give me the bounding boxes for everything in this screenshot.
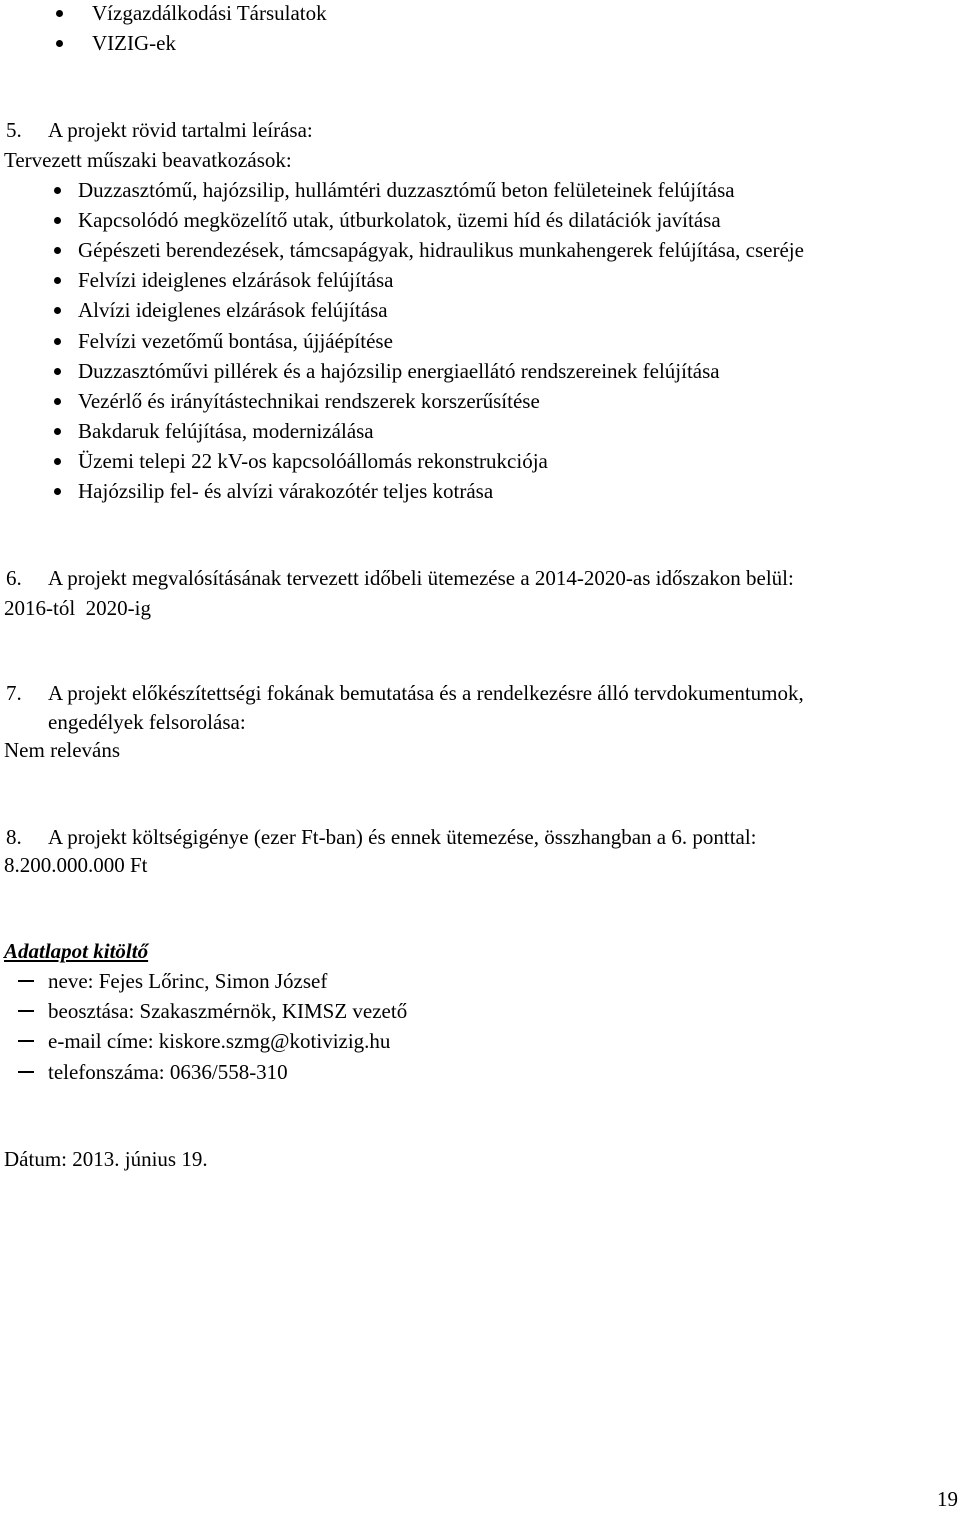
section-title: A projekt költségigénye (ezer Ft-ban) és ennek ütemezése, összhangban a 6. ponttal: xyxy=(48,825,757,849)
list-item-text: Felvízi ideiglenes elzárások felújítása xyxy=(78,268,394,292)
bullet-icon xyxy=(54,458,61,465)
bullet-icon xyxy=(54,187,61,194)
section-number: 5. xyxy=(6,118,22,142)
section-6-answer: 2016-tól 2020-ig xyxy=(4,596,151,620)
list-item-text: Üzemi telepi 22 kV-os kapcsolóállomás rekonstrukciója xyxy=(78,449,548,473)
bullet-icon xyxy=(54,247,61,254)
list-item-text: Duzzasztóművi pillérek és a hajózsilip energiaellátó rendszereinek felújítása xyxy=(78,359,720,383)
list-item-text: Hajózsilip fel- és alvízi várakozótér teljes kotrása xyxy=(78,479,494,503)
list-item-text: Alvízi ideiglenes elzárások felújítása xyxy=(78,298,388,322)
list-item-text: Vízgazdálkodási Társulatok xyxy=(92,1,327,25)
bullet-icon xyxy=(54,488,61,495)
bullet-icon xyxy=(54,368,61,375)
dash-icon xyxy=(18,1040,34,1042)
list-item-text: e-mail címe: kiskore.szmg@kotivizig.hu xyxy=(48,1029,391,1053)
dash-icon xyxy=(18,1071,34,1073)
bullet-icon xyxy=(54,277,61,284)
list-item-text: Kapcsolódó megközelítő utak, útburkolatok, üzemi híd és dilatációk javítása xyxy=(78,208,721,232)
filler-heading: Adatlapot kitöltő xyxy=(4,939,149,963)
section-title: A projekt előkészítettségi fokának bemutatása és a rendelkezésre álló tervdokumentumok, xyxy=(48,681,804,705)
section-8-answer: 8.200.000.000 Ft xyxy=(4,853,148,877)
section-number: 8. xyxy=(6,825,22,849)
list-item-text: telefonszáma: 0636/558-310 xyxy=(48,1060,288,1084)
section-7-heading-cont: engedélyek felsorolása: xyxy=(48,710,246,734)
page-number: 19 xyxy=(937,1487,958,1511)
section-7-answer: Nem releváns xyxy=(4,738,121,762)
dash-icon xyxy=(18,1010,34,1012)
bullet-icon xyxy=(54,398,61,405)
list-item-text: beosztása: Szakaszmérnök, KIMSZ vezető xyxy=(48,999,408,1023)
bullet-icon xyxy=(54,217,61,224)
bullet-icon xyxy=(54,307,61,314)
section-number: 6. xyxy=(6,566,22,590)
list-item-text: Gépészeti berendezések, támcsapágyak, hidraulikus munkahengerek felújítása, cseréje xyxy=(78,238,804,262)
section-title: A projekt rövid tartalmi leírása: xyxy=(48,118,313,142)
bullet-icon xyxy=(54,428,61,435)
list-item-text: Vezérlő és irányítástechnikai rendszerek korszerűsítése xyxy=(78,389,540,413)
bullet-icon xyxy=(56,10,63,17)
bullet-icon xyxy=(54,338,61,345)
dash-icon xyxy=(18,980,34,982)
list-item-text: VIZIG-ek xyxy=(92,31,176,55)
section-5-subtitle: Tervezett műszaki beavatkozások: xyxy=(4,148,292,172)
date-line: Dátum: 2013. június 19. xyxy=(4,1147,208,1171)
list-item-text: Duzzasztómű, hajózsilip, hullámtéri duzzasztómű beton felületeinek felújítása xyxy=(78,178,735,202)
section-number: 7. xyxy=(6,681,22,705)
bullet-icon xyxy=(56,40,63,47)
list-item-text: neve: Fejes Lőrinc, Simon József xyxy=(48,969,328,993)
section-title: A projekt megvalósításának tervezett időbeli ütemezése a 2014-2020-as időszakon belül: xyxy=(48,566,794,590)
list-item-text: Felvízi vezetőmű bontása, újjáépítése xyxy=(78,329,393,353)
list-item-text: Bakdaruk felújítása, modernizálása xyxy=(78,419,374,443)
